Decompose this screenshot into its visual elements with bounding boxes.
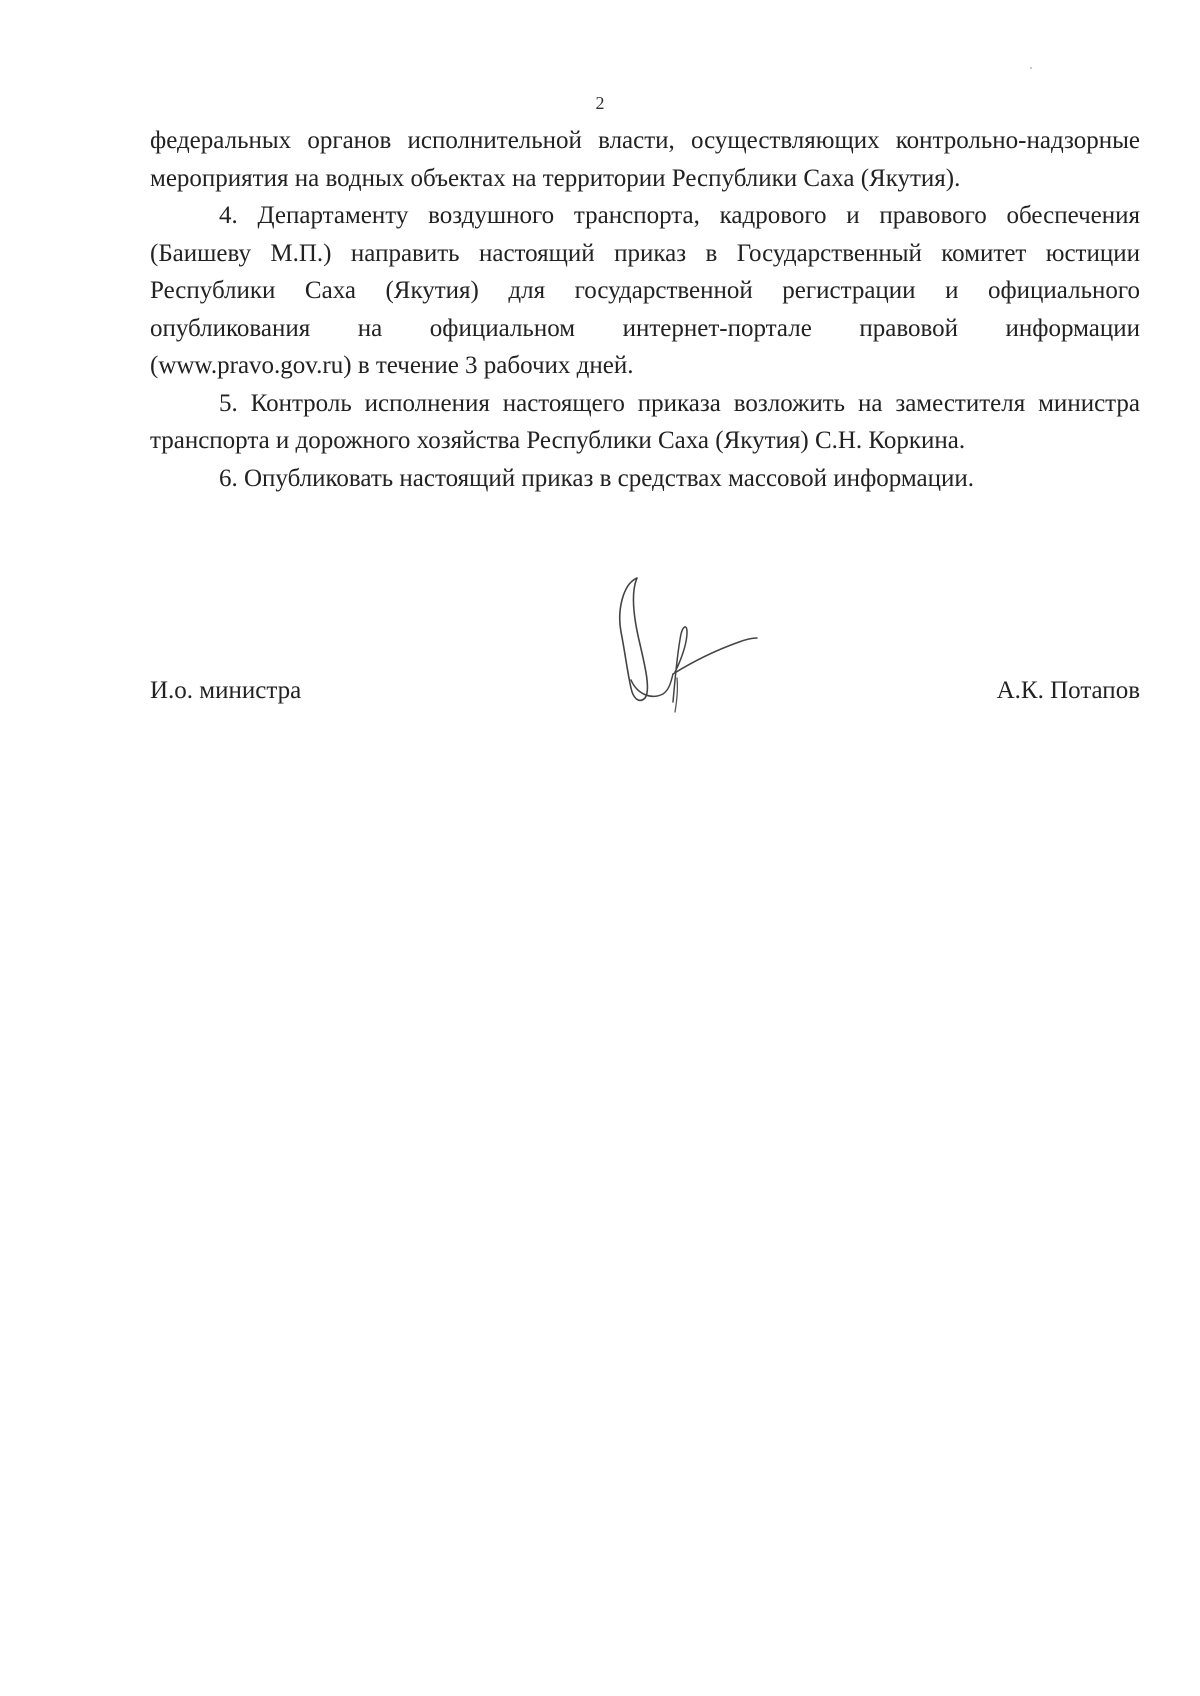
document-body [150, 122, 1140, 497]
paragraph-item-5: 5. Контроль исполнения настоящего приказа возложить на заместителя министра транспорта и дорожного хозяйства Республики Саха (Якутия) С.Н. Коркина. [150, 389, 1140, 454]
paragraph-item-4: 4. Департаменту воздушного транспорта, кадрового и правового обеспечения (Баишеву М.П.) направить настоящий приказ в Государственный комитет юстиции Республики Саха (Якутия) для государственной регистрации и официального опубликования на официальном интернет-портале правовой информации (www.pravo.gov.ru) в течение 3 рабочих дней. [150, 202, 1140, 379]
paragraph-continuation: федеральных органов исполнительной власти, осуществляющих контрольно-надзорные мероприятия на водных объектах на территории Республики Саха (Якутия). [150, 127, 1140, 192]
scan-speck [1030, 67, 1032, 69]
page-number: 2 [595, 93, 605, 113]
signatory-name: А.К. Потапов [996, 677, 1140, 704]
paragraph-item-6: 6. Опубликовать настоящий приказ в средствах массовой информации. [219, 464, 975, 492]
signatory-title: И.о. министра [150, 677, 302, 704]
signature-block [150, 672, 1140, 712]
